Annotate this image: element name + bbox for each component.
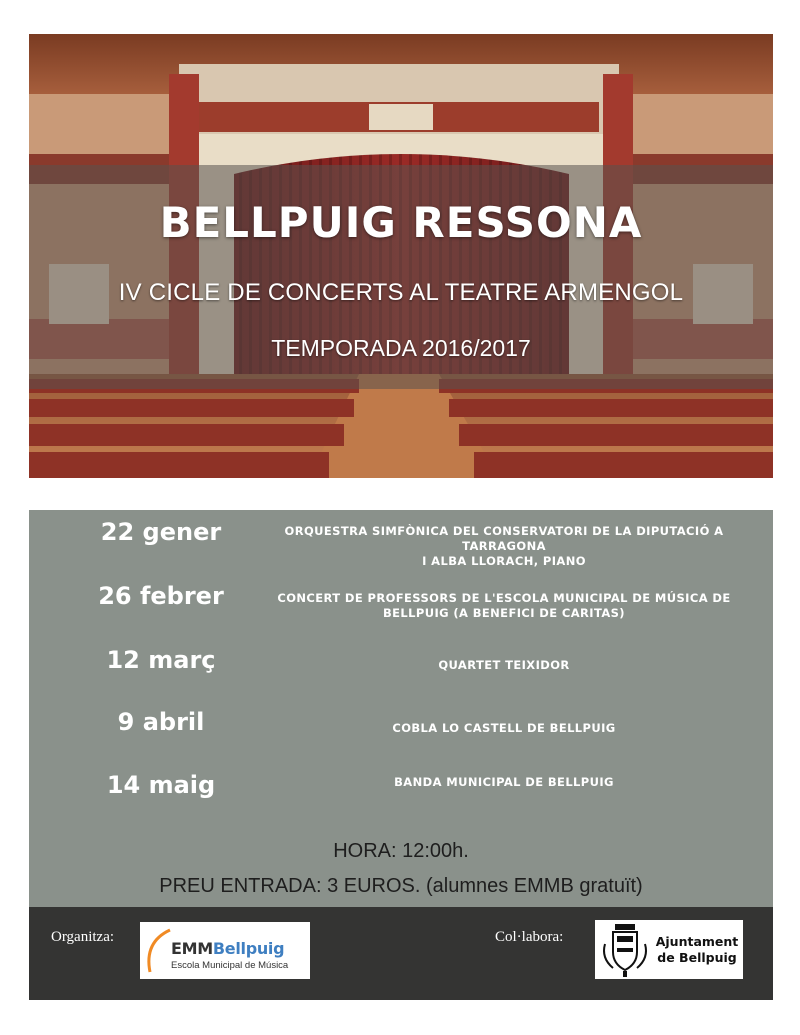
ajuntament-line: Ajuntament bbox=[655, 934, 739, 949]
hero-banner bbox=[29, 34, 773, 478]
concert-description bbox=[274, 524, 734, 569]
coat-of-arms-icon bbox=[599, 920, 651, 979]
concert-description bbox=[274, 591, 734, 621]
description-line: TARRAGONA bbox=[462, 539, 546, 553]
emm-logo-wordmark: EMMBellpuig bbox=[171, 939, 285, 958]
collaborator-label: Col·labora: bbox=[495, 929, 564, 945]
concert-description bbox=[274, 775, 734, 790]
description-line: QUARTET TEIXIDOR bbox=[438, 658, 570, 672]
event-subtitle: IV CICLE DE CONCERTS AL TEATRE ARMENGOL bbox=[118, 279, 684, 306]
description-line: COBLA LO CASTELL DE BELLPUIG bbox=[392, 721, 616, 735]
organizer-label: Organitza: bbox=[51, 929, 115, 945]
ajuntament-line: de Bellpuig bbox=[657, 950, 737, 965]
description-line: BANDA MUNICIPAL DE BELLPUIG bbox=[394, 775, 614, 789]
event-title: BELLPUIG RESSONA bbox=[159, 198, 643, 247]
ajuntament-bellpuig-logo bbox=[595, 920, 743, 979]
sponsors-footer bbox=[29, 907, 773, 1000]
concert-date: 14 maig bbox=[106, 771, 216, 799]
event-season: TEMPORADA 2016/2017 bbox=[271, 335, 531, 361]
description-line: ORQUESTRA SIMFÒNICA DEL CONSERVATORI DE LA DIPUTACIÓ A bbox=[284, 524, 724, 538]
concert-date: 26 febrer bbox=[98, 582, 224, 610]
concert-date: 22 gener bbox=[100, 518, 222, 546]
description-line: I ALBA LLORACH, PIANO bbox=[422, 554, 586, 568]
ajuntament-logo-text bbox=[653, 934, 741, 966]
description-line: CONCERT DE PROFESSORS DE L'ESCOLA MUNICIPAL DE MÚSICA DE bbox=[277, 591, 731, 605]
concert-schedule bbox=[29, 510, 773, 907]
concert-date: 12 març bbox=[106, 646, 216, 674]
concert-time: HORA: 12:00h. bbox=[333, 840, 469, 862]
concert-description bbox=[274, 658, 734, 673]
concert-date: 9 abril bbox=[117, 708, 205, 736]
description-line: BELLPUIG (A BENEFICI DE CARITAS) bbox=[383, 606, 625, 620]
emm-bellpuig-logo bbox=[140, 922, 310, 979]
ticket-price: PREU ENTRADA: 3 EUROS. (alumnes EMMB gratuït) bbox=[159, 875, 643, 897]
emm-logo-subtitle: Escola Municipal de Música bbox=[171, 960, 289, 971]
concert-description bbox=[274, 721, 734, 736]
